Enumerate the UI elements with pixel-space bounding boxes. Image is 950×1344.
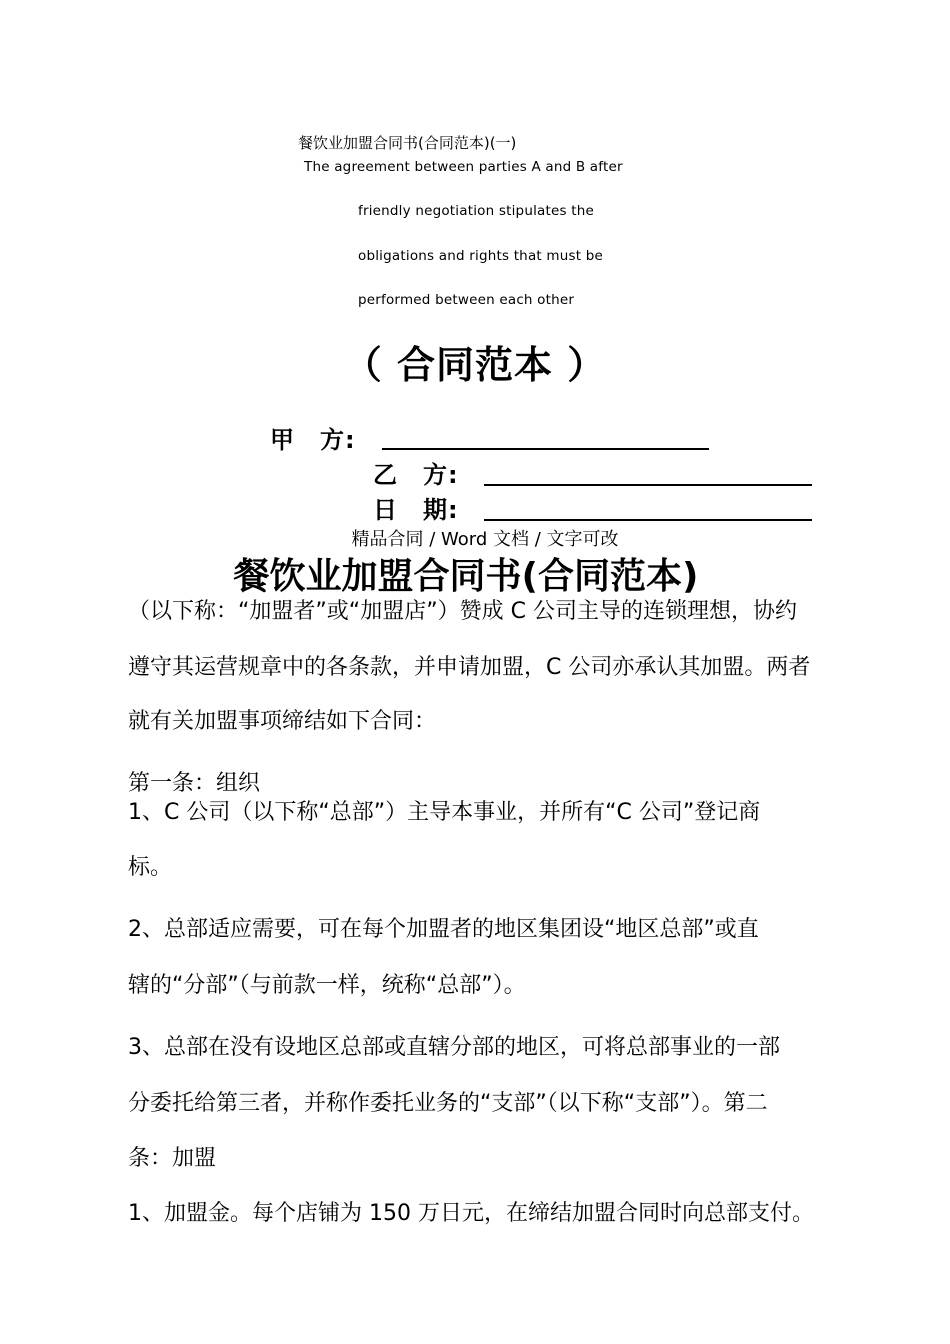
english-intro-line-3: obligations and rights that must be — [358, 248, 603, 264]
header-title: 餐饮业加盟合同书(合同范本)(一) — [298, 134, 517, 152]
body-line: 1、加盟金。每个店铺为 150 万日元，在缔结加盟合同时向总部支付。 — [128, 1201, 814, 1226]
date-label: 日 期: — [373, 496, 459, 524]
document-title: 餐饮业加盟合同书(合同范本) — [233, 556, 699, 597]
body-line: （以下称：“加盟者”或“加盟店”）赞成 C 公司主导的连锁理想，协约 — [128, 599, 797, 624]
body-line: 条：加盟 — [128, 1146, 217, 1171]
body-line: 2、总部适应需要，可在每个加盟者的地区集团设“地区总部”或直 — [128, 917, 759, 942]
article-heading: 第一条：组织 — [128, 771, 261, 796]
body-line: 就有关加盟事项缔结如下合同： — [128, 709, 437, 734]
body-line: 遵守其运营规章中的各条款，并申请加盟，C 公司亦承认其加盟。两者 — [128, 655, 811, 680]
cover-title: （ 合同范本 ） — [343, 343, 607, 387]
english-intro-line-2: friendly negotiation stipulates the — [358, 203, 594, 219]
body-line: 辖的“分部”（与前款一样，统称“总部”）。 — [128, 973, 526, 998]
body-line: 标。 — [128, 855, 173, 880]
body-line: 1、C 公司（以下称“总部”）主导本事业，并所有“C 公司”登记商 — [128, 800, 761, 825]
edit-note: 精品合同 / Word 文档 / 文字可改 — [351, 529, 619, 550]
party-b-blank-line — [484, 484, 812, 486]
party-b-label: 乙 方: — [373, 461, 459, 489]
party-a-blank-line — [382, 448, 709, 450]
body-line: 分委托给第三者，并称作委托业务的“支部”（以下称“支部”）。第二 — [128, 1091, 768, 1116]
english-intro-line-1: The agreement between parties A and B after — [304, 159, 623, 175]
party-a-label: 甲 方: — [270, 426, 356, 454]
body-line: 3、总部在没有设地区总部或直辖分部的地区，可将总部事业的一部 — [128, 1035, 780, 1060]
english-intro-line-4: performed between each other — [358, 292, 575, 308]
date-blank-line — [484, 519, 812, 521]
